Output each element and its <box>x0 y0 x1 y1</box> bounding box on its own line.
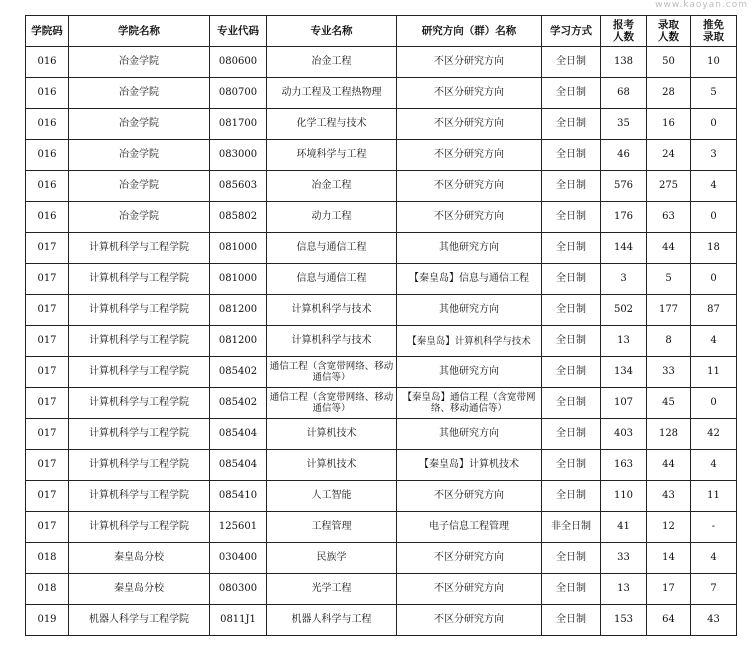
cell-research-direction: 【秦皇岛】计算机科学与技术 <box>397 326 542 357</box>
cell-applicants: 107 <box>601 388 647 419</box>
cell-admitted: 5 <box>647 264 691 295</box>
cell-major-code: 085402 <box>210 388 267 419</box>
cell-study-mode: 全日制 <box>542 171 601 202</box>
cell-admitted: 50 <box>647 47 691 78</box>
table-row <box>26 543 737 574</box>
cell-study-mode: 全日制 <box>542 388 601 419</box>
cell-major-name: 冶金工程 <box>267 171 397 202</box>
cell-college-name: 秦皇岛分校 <box>69 574 210 605</box>
header-research-direction: 研究方向（群）名称 <box>397 16 542 47</box>
table-row <box>26 357 737 388</box>
cell-college-code: 016 <box>26 78 69 109</box>
cell-admitted: 16 <box>647 109 691 140</box>
admission-statistics-table <box>25 15 737 636</box>
cell-major-code: 085410 <box>210 481 267 512</box>
cell-study-mode: 全日制 <box>542 357 601 388</box>
cell-exempt-admitted: 4 <box>691 450 737 481</box>
cell-major-code: 030400 <box>210 543 267 574</box>
table-row <box>26 264 737 295</box>
cell-research-direction: 其他研究方向 <box>397 357 542 388</box>
table-row <box>26 481 737 512</box>
cell-college-name: 冶金学院 <box>69 109 210 140</box>
cell-college-code: 017 <box>26 326 69 357</box>
cell-college-name: 冶金学院 <box>69 140 210 171</box>
cell-college-code: 016 <box>26 109 69 140</box>
cell-major-code: 085404 <box>210 419 267 450</box>
cell-college-code: 017 <box>26 481 69 512</box>
table-row <box>26 326 737 357</box>
cell-exempt-admitted: 0 <box>691 388 737 419</box>
cell-major-name: 机器人科学与工程 <box>267 605 397 636</box>
table-row <box>26 140 737 171</box>
cell-admitted: 24 <box>647 140 691 171</box>
cell-research-direction: 【秦皇岛】通信工程（含宽带网络、移动通信等） <box>397 388 542 419</box>
cell-college-code: 019 <box>26 605 69 636</box>
cell-college-name: 计算机科学与工程学院 <box>69 264 210 295</box>
cell-major-code: 081000 <box>210 264 267 295</box>
cell-exempt-admitted: 3 <box>691 140 737 171</box>
cell-applicants: 144 <box>601 233 647 264</box>
table-row <box>26 605 737 636</box>
cell-major-name: 环境科学与工程 <box>267 140 397 171</box>
cell-applicants: 3 <box>601 264 647 295</box>
cell-study-mode: 全日制 <box>542 326 601 357</box>
cell-major-code: 080600 <box>210 47 267 78</box>
cell-admitted: 45 <box>647 388 691 419</box>
cell-college-code: 016 <box>26 202 69 233</box>
cell-college-name: 计算机科学与工程学院 <box>69 233 210 264</box>
cell-research-direction: 不区分研究方向 <box>397 78 542 109</box>
table-row <box>26 512 737 543</box>
cell-research-direction: 不区分研究方向 <box>397 109 542 140</box>
cell-college-name: 机器人科学与工程学院 <box>69 605 210 636</box>
cell-applicants: 163 <box>601 450 647 481</box>
cell-college-code: 017 <box>26 233 69 264</box>
cell-research-direction: 其他研究方向 <box>397 233 542 264</box>
cell-applicants: 502 <box>601 295 647 326</box>
cell-major-name: 计算机技术 <box>267 419 397 450</box>
cell-admitted: 44 <box>647 233 691 264</box>
cell-applicants: 33 <box>601 543 647 574</box>
cell-major-name: 化学工程与技术 <box>267 109 397 140</box>
cell-research-direction: 不区分研究方向 <box>397 47 542 78</box>
cell-major-code: 081200 <box>210 295 267 326</box>
cell-admitted: 14 <box>647 543 691 574</box>
cell-college-code: 017 <box>26 512 69 543</box>
cell-college-name: 计算机科学与工程学院 <box>69 419 210 450</box>
cell-research-direction: 【秦皇岛】计算机技术 <box>397 450 542 481</box>
cell-research-direction: 不区分研究方向 <box>397 171 542 202</box>
cell-college-name: 计算机科学与工程学院 <box>69 326 210 357</box>
cell-major-code: 081700 <box>210 109 267 140</box>
table-row <box>26 47 737 78</box>
cell-college-name: 计算机科学与工程学院 <box>69 481 210 512</box>
cell-admitted: 12 <box>647 512 691 543</box>
table-row <box>26 388 737 419</box>
header-college-code: 学院码 <box>26 16 69 47</box>
header-row <box>26 16 737 47</box>
cell-applicants: 13 <box>601 326 647 357</box>
cell-college-code: 017 <box>26 419 69 450</box>
cell-study-mode: 全日制 <box>542 574 601 605</box>
cell-research-direction: 【秦皇岛】信息与通信工程 <box>397 264 542 295</box>
cell-applicants: 403 <box>601 419 647 450</box>
cell-study-mode: 全日制 <box>542 481 601 512</box>
cell-exempt-admitted: 11 <box>691 481 737 512</box>
cell-applicants: 153 <box>601 605 647 636</box>
cell-exempt-admitted: - <box>691 512 737 543</box>
cell-study-mode: 全日制 <box>542 264 601 295</box>
cell-major-code: 085404 <box>210 450 267 481</box>
cell-college-code: 018 <box>26 543 69 574</box>
cell-exempt-admitted: 87 <box>691 295 737 326</box>
cell-exempt-admitted: 0 <box>691 109 737 140</box>
cell-admitted: 33 <box>647 357 691 388</box>
cell-major-name: 动力工程 <box>267 202 397 233</box>
cell-major-code: 0811J1 <box>210 605 267 636</box>
cell-study-mode: 全日制 <box>542 233 601 264</box>
cell-major-code: 083000 <box>210 140 267 171</box>
cell-applicants: 13 <box>601 574 647 605</box>
cell-college-name: 计算机科学与工程学院 <box>69 388 210 419</box>
cell-college-name: 冶金学院 <box>69 47 210 78</box>
cell-college-name: 计算机科学与工程学院 <box>69 357 210 388</box>
cell-exempt-admitted: 0 <box>691 202 737 233</box>
table-row <box>26 450 737 481</box>
cell-research-direction: 不区分研究方向 <box>397 481 542 512</box>
cell-admitted: 177 <box>647 295 691 326</box>
cell-major-name: 动力工程及工程热物理 <box>267 78 397 109</box>
cell-exempt-admitted: 43 <box>691 605 737 636</box>
cell-major-code: 080700 <box>210 78 267 109</box>
cell-exempt-admitted: 42 <box>691 419 737 450</box>
cell-major-code: 125601 <box>210 512 267 543</box>
cell-applicants: 138 <box>601 47 647 78</box>
cell-major-name: 通信工程（含宽带网络、移动通信等） <box>267 388 397 419</box>
header-admitted: 录取 人数 <box>647 16 691 47</box>
cell-admitted: 43 <box>647 481 691 512</box>
cell-college-name: 计算机科学与工程学院 <box>69 295 210 326</box>
cell-study-mode: 全日制 <box>542 140 601 171</box>
cell-major-code: 081000 <box>210 233 267 264</box>
table-row <box>26 78 737 109</box>
header-study-mode: 学习方式 <box>542 16 601 47</box>
cell-exempt-admitted: 0 <box>691 264 737 295</box>
cell-admitted: 28 <box>647 78 691 109</box>
cell-major-name: 人工智能 <box>267 481 397 512</box>
cell-college-code: 017 <box>26 357 69 388</box>
cell-exempt-admitted: 11 <box>691 357 737 388</box>
header-exempt-admitted: 推免 录取 <box>691 16 737 47</box>
cell-research-direction: 不区分研究方向 <box>397 202 542 233</box>
cell-college-name: 秦皇岛分校 <box>69 543 210 574</box>
table-row <box>26 202 737 233</box>
cell-exempt-admitted: 18 <box>691 233 737 264</box>
cell-study-mode: 全日制 <box>542 450 601 481</box>
cell-major-name: 冶金工程 <box>267 47 397 78</box>
cell-admitted: 44 <box>647 450 691 481</box>
table-row <box>26 109 737 140</box>
cell-major-name: 计算机技术 <box>267 450 397 481</box>
header-college-name: 学院名称 <box>69 16 210 47</box>
cell-college-code: 017 <box>26 388 69 419</box>
cell-study-mode: 全日制 <box>542 605 601 636</box>
cell-exempt-admitted: 4 <box>691 171 737 202</box>
table-row <box>26 574 737 605</box>
cell-college-code: 016 <box>26 140 69 171</box>
header-applicants: 报考 人数 <box>601 16 647 47</box>
cell-admitted: 275 <box>647 171 691 202</box>
cell-applicants: 176 <box>601 202 647 233</box>
table-row <box>26 419 737 450</box>
table-row <box>26 171 737 202</box>
cell-exempt-admitted: 7 <box>691 574 737 605</box>
cell-college-name: 冶金学院 <box>69 202 210 233</box>
cell-college-name: 冶金学院 <box>69 171 210 202</box>
cell-college-name: 冶金学院 <box>69 78 210 109</box>
cell-exempt-admitted: 4 <box>691 326 737 357</box>
cell-major-code: 080300 <box>210 574 267 605</box>
table-row <box>26 233 737 264</box>
cell-applicants: 134 <box>601 357 647 388</box>
cell-applicants: 41 <box>601 512 647 543</box>
cell-major-name: 信息与通信工程 <box>267 264 397 295</box>
cell-college-name: 计算机科学与工程学院 <box>69 512 210 543</box>
cell-major-name: 计算机科学与技术 <box>267 295 397 326</box>
cell-research-direction: 其他研究方向 <box>397 419 542 450</box>
cell-admitted: 17 <box>647 574 691 605</box>
cell-applicants: 68 <box>601 78 647 109</box>
cell-research-direction: 不区分研究方向 <box>397 605 542 636</box>
cell-admitted: 128 <box>647 419 691 450</box>
cell-major-code: 081200 <box>210 326 267 357</box>
cell-college-code: 016 <box>26 171 69 202</box>
cell-college-code: 016 <box>26 47 69 78</box>
cell-college-code: 017 <box>26 450 69 481</box>
cell-research-direction: 不区分研究方向 <box>397 574 542 605</box>
cell-research-direction: 其他研究方向 <box>397 295 542 326</box>
cell-applicants: 35 <box>601 109 647 140</box>
cell-applicants: 110 <box>601 481 647 512</box>
cell-major-name: 民族学 <box>267 543 397 574</box>
cell-study-mode: 全日制 <box>542 202 601 233</box>
cell-study-mode: 全日制 <box>542 543 601 574</box>
cell-exempt-admitted: 10 <box>691 47 737 78</box>
cell-college-code: 017 <box>26 264 69 295</box>
cell-major-name: 通信工程（含宽带网络、移动通信等） <box>267 357 397 388</box>
cell-study-mode: 全日制 <box>542 419 601 450</box>
cell-major-code: 085402 <box>210 357 267 388</box>
table-row <box>26 295 737 326</box>
cell-major-name: 工程管理 <box>267 512 397 543</box>
header-major-name: 专业名称 <box>267 16 397 47</box>
cell-study-mode: 全日制 <box>542 47 601 78</box>
cell-exempt-admitted: 5 <box>691 78 737 109</box>
cell-major-name: 光学工程 <box>267 574 397 605</box>
cell-applicants: 576 <box>601 171 647 202</box>
cell-study-mode: 全日制 <box>542 78 601 109</box>
cell-major-name: 信息与通信工程 <box>267 233 397 264</box>
cell-admitted: 64 <box>647 605 691 636</box>
watermark: www.kaoyan.com <box>655 0 748 10</box>
cell-college-name: 计算机科学与工程学院 <box>69 450 210 481</box>
cell-admitted: 8 <box>647 326 691 357</box>
cell-study-mode: 全日制 <box>542 109 601 140</box>
cell-study-mode: 全日制 <box>542 295 601 326</box>
cell-college-code: 018 <box>26 574 69 605</box>
cell-major-name: 计算机科学与技术 <box>267 326 397 357</box>
cell-research-direction: 不区分研究方向 <box>397 140 542 171</box>
cell-exempt-admitted: 4 <box>691 543 737 574</box>
cell-admitted: 63 <box>647 202 691 233</box>
cell-major-code: 085802 <box>210 202 267 233</box>
cell-research-direction: 不区分研究方向 <box>397 543 542 574</box>
cell-applicants: 46 <box>601 140 647 171</box>
cell-college-code: 017 <box>26 295 69 326</box>
cell-major-code: 085603 <box>210 171 267 202</box>
cell-study-mode: 非全日制 <box>542 512 601 543</box>
cell-research-direction: 电子信息工程管理 <box>397 512 542 543</box>
header-major-code: 专业代码 <box>210 16 267 47</box>
